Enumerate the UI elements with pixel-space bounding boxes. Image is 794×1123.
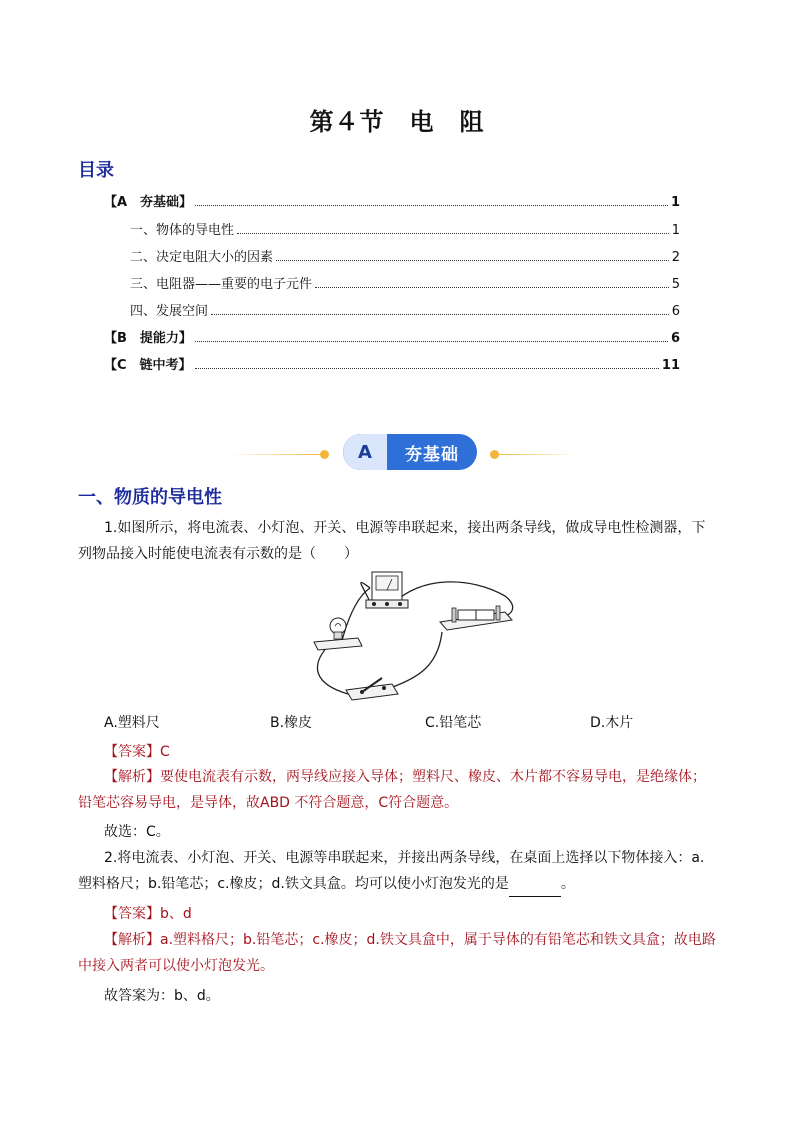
banner-line-left xyxy=(228,454,324,455)
toc-item-label: 四、发展空间 xyxy=(130,304,209,319)
toc-heading: 目录 xyxy=(78,160,114,181)
q1-option-c: C.铅笔芯 xyxy=(425,715,482,731)
banner-dot-left xyxy=(320,450,329,459)
toc-item-page: 5 xyxy=(671,277,680,292)
toc-leader-dots xyxy=(237,233,669,234)
bulb-icon xyxy=(314,618,362,650)
section-banner xyxy=(343,434,477,470)
toc-item-label: 【A 夯基础】 xyxy=(104,195,193,210)
toc-item[interactable] xyxy=(130,220,680,238)
q2-explanation: 【解析】a.塑料格尺；b.铅笔芯；c.橡皮；d.铁文具盒中，属于导体的有铅笔芯和铁文具盒；故电路中接入两者可以使小灯泡发光。 xyxy=(78,932,716,974)
switch-icon xyxy=(346,678,398,700)
toc-item[interactable] xyxy=(130,247,680,265)
toc-leader-dots xyxy=(195,368,659,369)
circuit-diagram xyxy=(300,566,530,706)
q1-conclusion: 故选：C。 xyxy=(104,824,170,840)
toc-item-page: 1 xyxy=(671,223,680,238)
toc-leader-dots xyxy=(195,205,668,206)
banner-text: 夯基础 xyxy=(405,444,459,465)
toc-item[interactable] xyxy=(130,274,680,292)
toc-leader-dots xyxy=(315,287,669,288)
toc-item-page: 6 xyxy=(670,331,680,346)
question-2-text xyxy=(78,845,718,897)
q1-option-a: A.塑料尺 xyxy=(104,715,160,731)
toc-item[interactable] xyxy=(104,192,680,210)
toc-item-label: 二、决定电阻大小的因素 xyxy=(130,250,274,265)
ammeter-icon xyxy=(366,572,408,608)
toc-leader-dots xyxy=(276,260,669,261)
banner-line-right xyxy=(496,454,576,455)
q2-text-before: 2.将电流表、小灯泡、开关、电源等串联起来，并接出两条导线，在桌面上选择以下物体接入：a.塑料格尺；b.铅笔芯；c.橡皮；d.铁文具盒。均可以使小灯泡发光的是 xyxy=(78,850,705,892)
toc-item-label: 【C 链中考】 xyxy=(104,358,192,373)
q1-option-b: B.橡皮 xyxy=(270,715,313,731)
question-1-text: 1.如图所示，将电流表、小灯泡、开关、电源等串联起来，接出两条导线，做成导电性检测器，下列物品接入时能使电流表有示数的是（ ） xyxy=(78,520,706,562)
page-title: 第４节 电 阻 xyxy=(309,108,485,136)
toc-item-label: 【B 提能力】 xyxy=(104,331,192,346)
q1-option-d: D.木片 xyxy=(590,715,634,731)
q1-explanation: 【解析】要使电流表有示数，两导线应接入导体；塑料尺、橡皮、木片都不容易导电，是绝缘体；铅笔芯容易导电，是导体，故ABD 不符合题意，C符合题意。 xyxy=(78,769,706,811)
toc-item[interactable] xyxy=(104,328,680,346)
answer-blank xyxy=(509,882,561,897)
toc-item-page: 11 xyxy=(661,358,680,373)
toc-item[interactable] xyxy=(130,301,680,319)
q1-answer: 【答案】C xyxy=(104,744,170,760)
toc-item[interactable] xyxy=(104,355,680,373)
q2-text-after: 。 xyxy=(560,876,575,892)
section-heading: 一、物质的导电性 xyxy=(78,487,222,508)
banner-letter: A xyxy=(343,434,387,470)
toc-leader-dots xyxy=(211,314,669,315)
toc-item-label: 一、物体的导电性 xyxy=(130,223,235,238)
toc-item-page: 6 xyxy=(671,304,680,319)
q2-answer: 【答案】b、d xyxy=(104,906,192,922)
q2-conclusion: 故答案为：b、d。 xyxy=(104,988,220,1004)
toc-item-page: 2 xyxy=(671,250,680,265)
toc-item-label: 三、电阻器——重要的电子元件 xyxy=(130,277,313,292)
toc-item-page: 1 xyxy=(670,195,680,210)
battery-icon xyxy=(440,606,512,630)
toc-leader-dots xyxy=(195,341,668,342)
